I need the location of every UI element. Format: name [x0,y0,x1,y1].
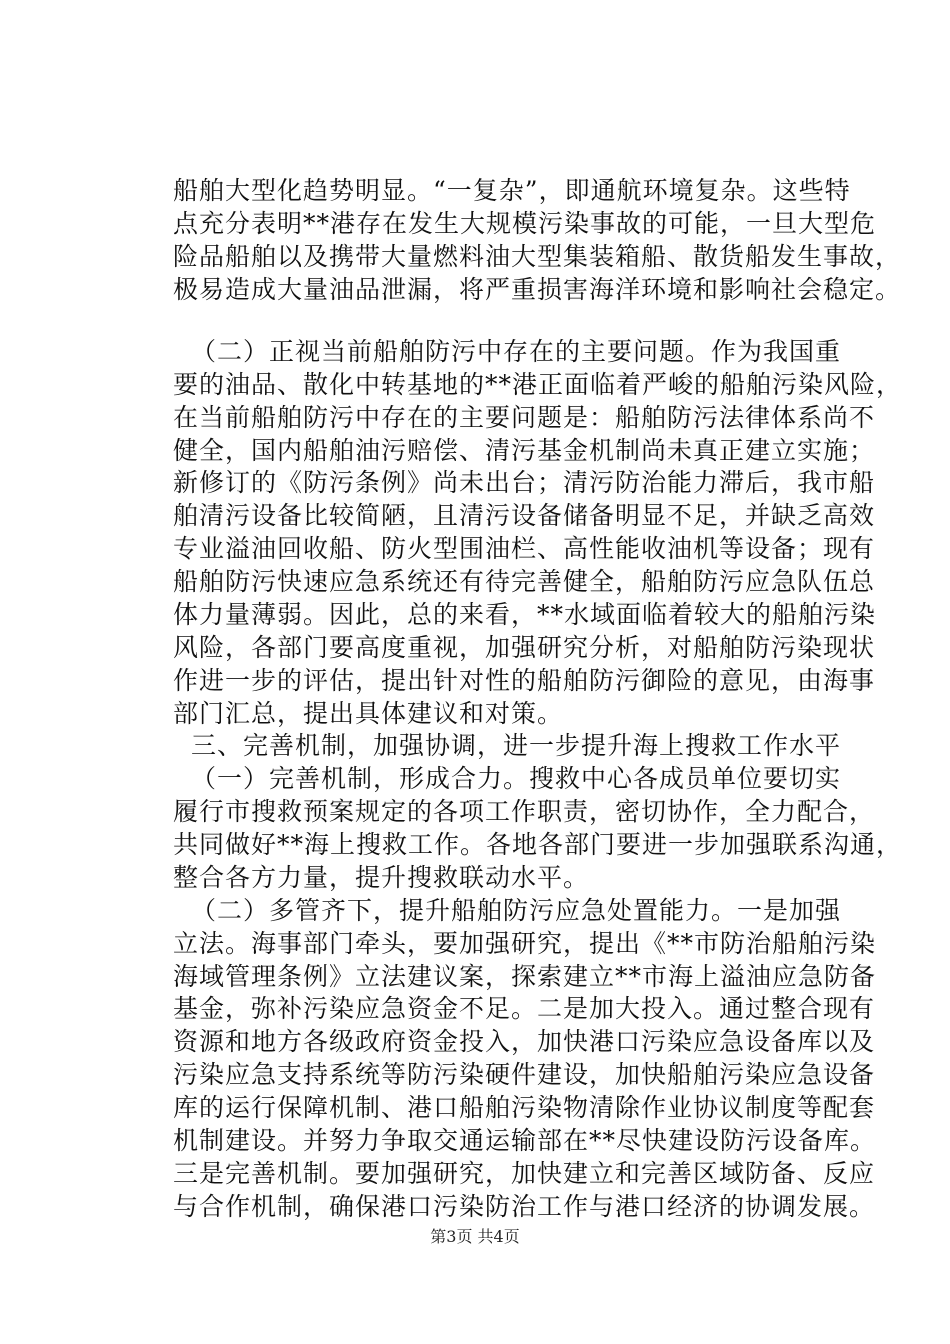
text-line: 在当前船舶防污中存在的主要问题是：船舶防污法律体系尚不 [173,402,876,432]
text-line: 体力量薄弱。因此，总的来看，**水域面临着较大的船舶污染 [173,599,877,629]
paragraph-start-line: （二）正视当前船舶防污中存在的主要问题。作为我国重 [191,336,842,366]
page-footer: 第3页 共4页 [430,1227,520,1246]
paragraph-start-line: （二）多管齐下，提升船舶防污应急处置能力。一是加强 [191,895,842,925]
text-line: 船舶大型化趋势明显。“一复杂”，即通航环境复杂。这些特 [173,176,851,205]
text-line: 作进一步的评估，提出针对性的船舶防污御险的意见，由海事 [173,665,876,695]
text-line: 风险，各部门要高度重视，加强研究分析，对船舶防污染现状 [173,632,876,662]
text-line: 库的运行保障机制、港口船舶污染物清除作业协议制度等配套 [173,1093,876,1123]
text-line: 健全，国内船舶油污赔偿、清污基金机制尚未真正建立实施； [173,435,876,465]
text-line: 资源和地方各级政府资金投入，加快港口污染应急设备库以及 [173,1027,876,1057]
text-line: 机制建设。并努力争取交通运输部在**尽快建设防污设备库。 [173,1126,877,1156]
text-line: 点充分表明**港存在发生大规模污染事故的可能，一旦大型危 [173,208,877,238]
text-line: 与合作机制，确保港口污染防治工作与港口经济的协调发展。 [173,1191,876,1221]
text-line: 三是完善机制。要加强研究，加快建立和完善区域防备、反应 [173,1158,876,1188]
text-line: 部门汇总，提出具体建议和对策。 [173,698,564,728]
text-line: 极易造成大量油品泄漏，将严重损害海洋环境和影响社会稳定。 [173,274,902,304]
section-heading: 三、完善机制，加强协调，进一步提升海上搜救工作水平 [191,731,842,761]
text-line: 新修订的《防污条例》尚未出台；清污防治能力滞后，我市船 [173,468,876,498]
text-line: 基金，弥补污染应急资金不足。二是加大投入。通过整合现有 [173,994,876,1024]
text-line: 险品船舶以及携带大量燃料油大型集装箱船、散货船发生事故， [173,241,902,271]
text-line: 专业溢油回收船、防火型围油栏、高性能收油机等设备；现有 [173,534,876,564]
text-line: 要的油品、散化中转基地的**港正面临着严峻的船舶污染风险， [173,369,903,399]
text-line: 共同做好**海上搜救工作。各地各部门要进一步加强联系沟通， [173,830,903,860]
text-line: 舶清污设备比较简陋，且清污设备储备明显不足，并缺乏高效 [173,501,876,531]
text-line: 立法。海事部门牵头，要加强研究，提出《**市防治船舶污染 [173,928,877,958]
paragraph-start-line: （一）完善机制，形成合力。搜救中心各成员单位要切实 [191,764,842,794]
text-line: 污染应急支持系统等防污染硬件建设，加快船舶污染应急设备 [173,1060,876,1090]
text-line: 船舶防污快速应急系统还有待完善健全，船舶防污应急队伍总 [173,567,876,597]
text-line: 海域管理条例》立法建议案，探索建立**市海上溢油应急防备 [173,961,877,991]
text-line: 履行市搜救预案规定的各项工作职责，密切协作，全力配合， [173,797,876,827]
text-line: 整合各方力量，提升搜救联动水平。 [173,862,590,892]
